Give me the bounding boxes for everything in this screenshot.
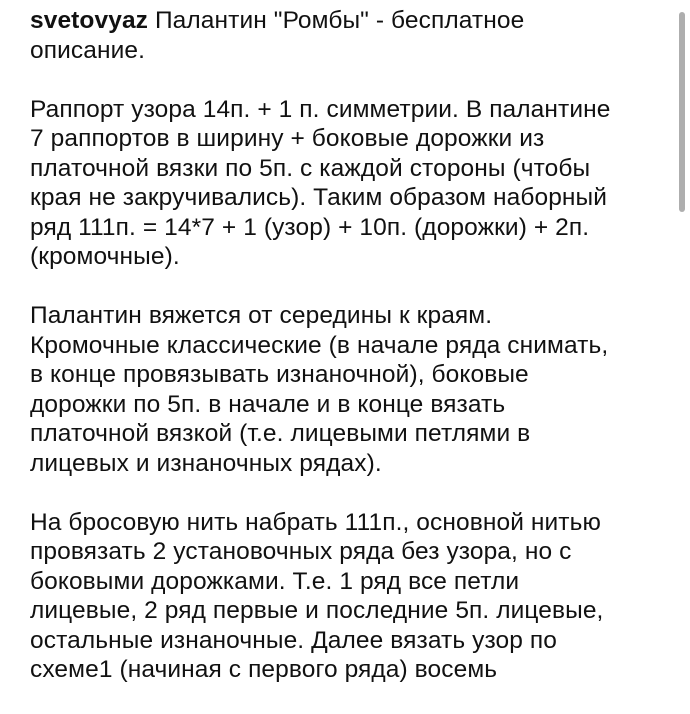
scrollbar-thumb[interactable]: [679, 12, 685, 212]
text-line: 7 раппортов в ширину + боковые дорожки из: [30, 125, 545, 152]
post-title: Палантин "Ромбы" - бесплатное: [148, 7, 525, 34]
text-line: остальные изнаночные. Далее вязать узор по: [30, 626, 557, 654]
text-line: (кромочные).: [30, 243, 180, 270]
text-line: ряд 111п. = 14*7 + 1 (узор) + 10п. (дорожки) + 2п.: [30, 213, 590, 241]
text-line: схеме1 (начиная с первого ряда) восемь: [30, 656, 498, 683]
paragraph-rapport: [30, 95, 670, 272]
text-line: боковыми дорожками. Т.е. 1 ряд все петли: [30, 567, 520, 595]
username-link[interactable]: svetovyaz: [30, 7, 149, 34]
text-line: Раппорт узора 14п. + 1 п. симметрии. В палантине: [30, 95, 611, 123]
paragraph-edges: [30, 301, 670, 478]
text-line: Кромочные классические (в начале ряда снимать,: [30, 331, 609, 359]
text-line: лицевые, 2 ряд первые и последние 5п. лицевые,: [30, 597, 604, 624]
text-line: в конце провязывать изнаночной), боковые: [30, 361, 529, 388]
text-line: края не закручивались). Таким образом наборный: [30, 184, 608, 211]
paragraph-cast-on: [30, 508, 670, 685]
post-header: [30, 6, 670, 65]
text-line: лицевых и изнаночных рядах).: [30, 449, 382, 477]
text-line: платочной вязкой (т.е. лицевыми петлями в: [30, 420, 531, 447]
post-caption: [30, 6, 670, 714]
text-line: На бросовую нить набрать 111п., основной нитью: [30, 508, 601, 536]
text-line: платочной вязки по 5п. с каждой стороны (чтобы: [30, 154, 591, 182]
text-line: Палантин вяжется от середины к краям.: [30, 302, 493, 329]
text-line: дорожки по 5п. в начале и в конце вязать: [30, 390, 506, 418]
post-header-line: описание.: [30, 36, 146, 64]
text-line: провязать 2 установочных ряда без узора, но с: [30, 538, 572, 565]
post-header-line: [30, 6, 670, 36]
